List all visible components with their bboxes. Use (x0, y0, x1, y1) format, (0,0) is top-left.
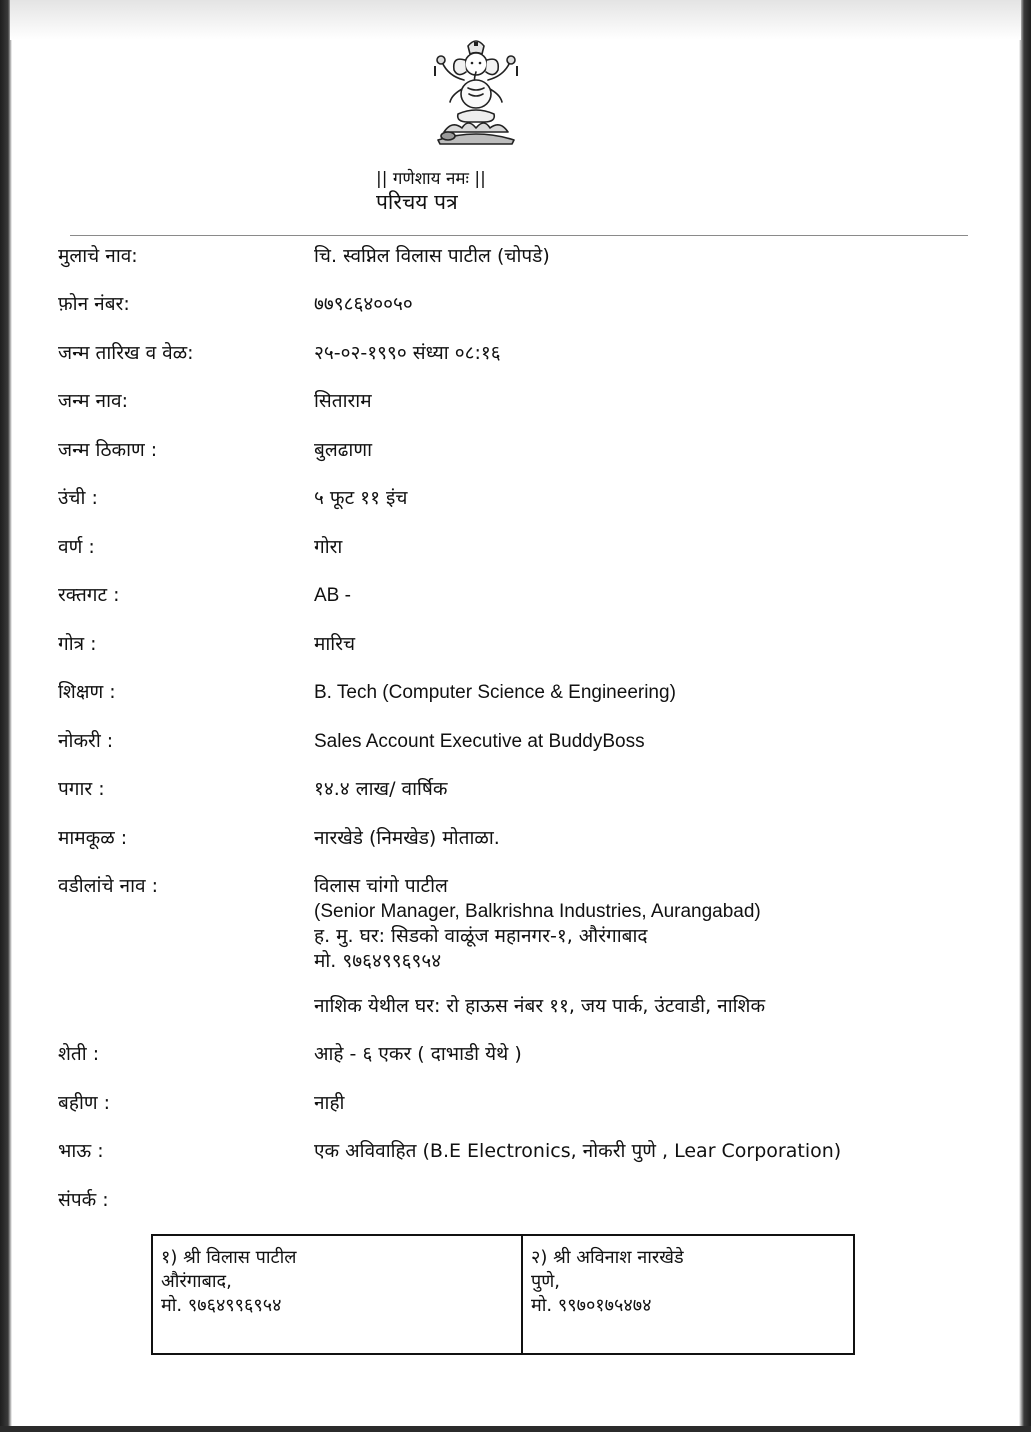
detail-value: सिताराम (314, 390, 372, 412)
contact-cell (153, 1236, 521, 1353)
detail-value: चि. स्वप्निल विलास पाटील (चोपडे) (314, 245, 550, 267)
detail-label: बहीण : (58, 1092, 111, 1114)
detail-value: मारिच (314, 633, 356, 655)
detail-label: जन्म तारिख व वेळ: (58, 342, 194, 364)
detail-value: १४.४ लाख/ वार्षिक (314, 778, 448, 800)
detail-value: २५-०२-१९९० संध्या ०८:१६ (314, 342, 501, 364)
detail-label: वडीलांचे नाव : (58, 875, 159, 897)
contact-phone: मो. ९७६४९९६९५४ (161, 1295, 282, 1316)
contact-phone: मो. ९९७०१७५४७४ (531, 1295, 652, 1316)
spacer (314, 974, 765, 994)
detail-value: गोरा (314, 536, 343, 558)
detail-value: ५ फूट ११ इंच (314, 487, 408, 509)
contact-name: २) श्री अविनाश नारखेडे (531, 1247, 684, 1268)
detail-label: उंची : (58, 487, 98, 509)
detail-label: फ़ोन नंबर: (58, 293, 130, 315)
detail-label: जन्म नाव: (58, 390, 128, 412)
header-divider (70, 235, 968, 236)
detail-label: गोत्र : (58, 633, 97, 655)
detail-value: नाही (314, 1092, 345, 1114)
detail-label: वर्ण : (58, 536, 95, 558)
detail-label: भाऊ : (58, 1140, 104, 1162)
detail-label: मुलाचे नाव: (58, 245, 138, 267)
detail-label: नोकरी : (58, 730, 114, 752)
detail-label: शिक्षण : (58, 681, 116, 703)
nashik-home: नाशिक येथील घर: रो हाऊस नंबर ११, जय पार्क, उंटवाडी, नाशिक (314, 995, 766, 1017)
ganesha-icon (422, 36, 530, 148)
biodata-sheet (12, 0, 1019, 1426)
detail-value: नारखेडे (निमखेड) मोताळा. (314, 827, 500, 849)
father-address: ह. मु. घर: सिडको वाळूंज महानगर-१, औरंगाबाद (314, 925, 648, 947)
contact-table (151, 1234, 855, 1355)
detail-value: आहे - ६ एकर ( दाभाडी येथे ) (314, 1043, 522, 1065)
page-bottom-edge (0, 1426, 1031, 1432)
page-title: परिचय पत्र (376, 190, 458, 214)
father-name: विलास चांगो पाटील (314, 875, 448, 897)
detail-value: AB - (314, 585, 351, 606)
detail-label: संपर्क : (58, 1189, 109, 1211)
father-details (314, 874, 765, 1019)
detail-value: एक अविवाहित (B.E Electronics, नोकरी पुणे , Lear Corporation) (314, 1140, 842, 1162)
detail-label: जन्म ठिकाण : (58, 439, 158, 461)
father-phone: मो. ९७६४९९६९५४ (314, 950, 442, 972)
father-occupation: (Senior Manager, Balkrishna Industries, Aurangabad) (314, 901, 761, 922)
detail-label: शेती : (58, 1043, 100, 1065)
contact-city: औरंगाबाद, (161, 1271, 232, 1292)
contact-city: पुणे, (531, 1271, 560, 1292)
invocation-text: || गणेशाय नमः || (376, 169, 486, 189)
detail-label: रक्तगट : (58, 584, 120, 606)
detail-value: ७७९८६४००५० (314, 293, 413, 315)
detail-label: पगार : (58, 778, 105, 800)
detail-value: बुलढाणा (314, 439, 373, 461)
contact-cell (521, 1236, 853, 1353)
detail-label: मामकूळ : (58, 827, 128, 849)
detail-value: Sales Account Executive at BuddyBoss (314, 731, 645, 752)
contact-name: १) श्री विलास पाटील (161, 1247, 297, 1268)
detail-value: B. Tech (Computer Science & Engineering) (314, 682, 676, 703)
